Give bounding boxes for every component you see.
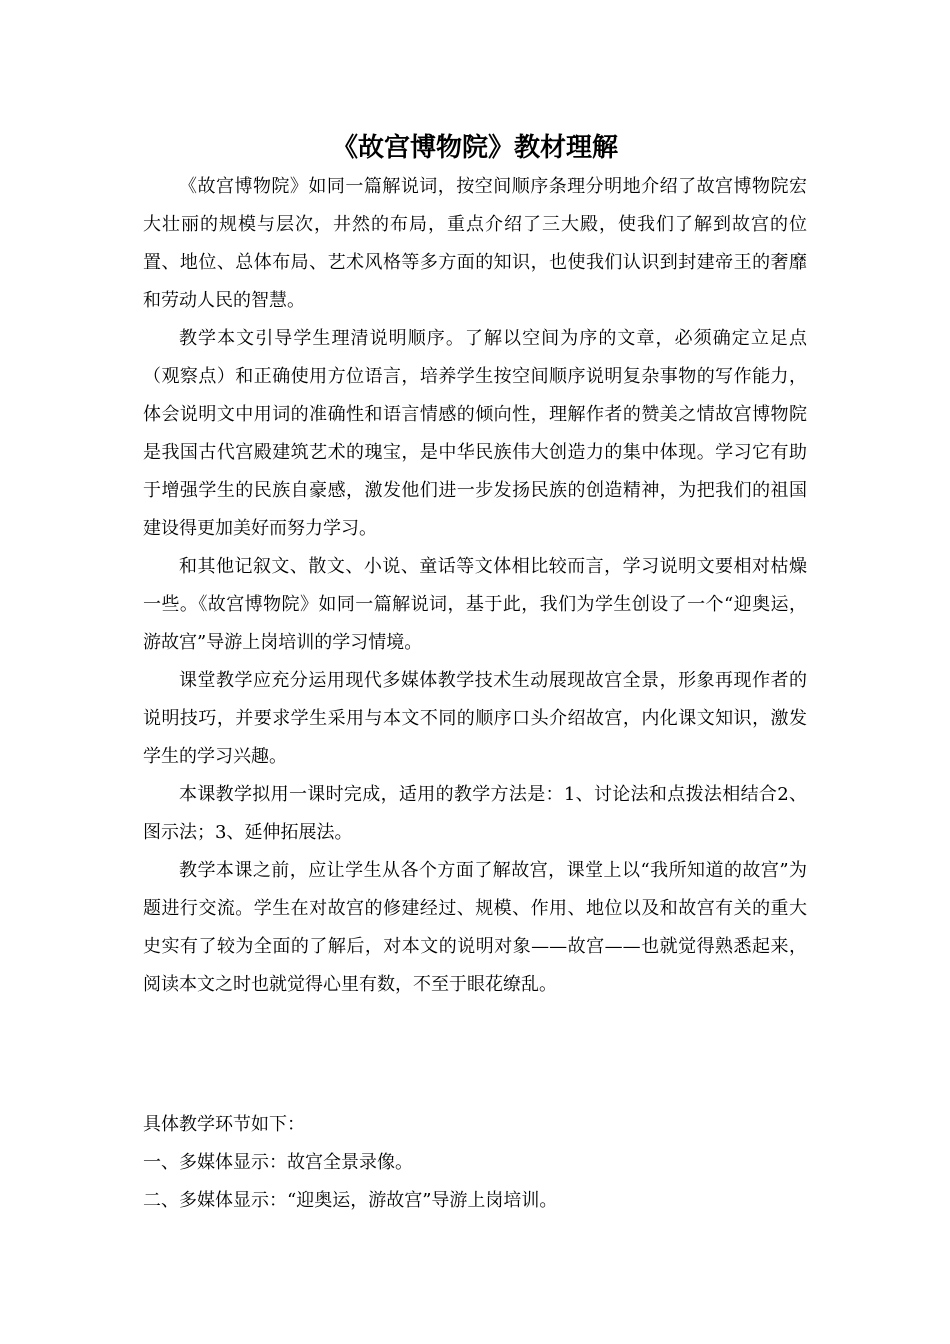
paragraph-learning-context: 和其他记叙文、散文、小说、童话等文体相比较而言，学习说明文要相对枯燥一些。《故宫博物院》如同一篇解说词，基于此，我们为学生创设了一个“迎奥运，游故宫”导游上岗培训的学习情境。 xyxy=(143,556,807,653)
step-item: 一、多媒体显示：故宫全景录像。 xyxy=(143,1152,413,1173)
document-title: 《故宫博物院》教材理解 xyxy=(331,133,618,163)
document-body xyxy=(143,168,807,1004)
paragraph-intro: 《故宫博物院》如同一篇解说词，按空间顺序条理分明地介绍了故宫博物院宏大壮丽的规模与层次，井然的布局，重点介绍了三大殿，使我们了解到故宫的位置、地位、总体布局、艺术风格等多方面的知识，也使我们认识到封建帝王的奢靡和劳动人民的智慧。 xyxy=(143,176,807,311)
paragraph-methods: 本课教学拟用一课时完成，适用的教学方法是：1、讨论法和点拨法相结合2、图示法；3、延伸拓展法。 xyxy=(143,784,807,843)
teaching-steps xyxy=(143,1106,807,1220)
steps-heading: 具体教学环节如下： xyxy=(143,1114,305,1135)
paragraph-preparation: 教学本课之前，应让学生从各个方面了解故宫，课堂上以“我所知道的故宫”为题进行交流。学生在对故宫的修建经过、规模、作用、地位以及和故宫有关的重大史实有了较为全面的了解后，对本文的说明对象——故宫——也就觉得熟悉起来，阅读本文之时也就觉得心里有数，不至于眼花缭乱。 xyxy=(143,860,807,995)
paragraph-multimedia: 课堂教学应充分运用现代多媒体教学技术生动展现故宫全景，形象再现作者的说明技巧，并要求学生采用与本文不同的顺序口头介绍故宫，内化课文知识，激发学生的学习兴趣。 xyxy=(143,670,807,767)
paragraph-teaching-goal: 教学本文引导学生理清说明顺序。了解以空间为序的文章，必须确定立足点（观察点）和正确使用方位语言，培养学生按空间顺序说明复杂事物的写作能力，体会说明文中用词的准确性和语言情感的倾向性，理解作者的赞美之情故宫博物院是我国古代宫殿建筑艺术的瑰宝，是中华民族伟大创造力的集中体现。学习它有助于增强学生的民族自豪感，激发他们进一步发扬民族的创造精神，为把我们的祖国建设得更加美好而努力学习。 xyxy=(143,328,807,539)
step-item: 二、多媒体显示：“迎奥运，游故宫”导游上岗培训。 xyxy=(143,1190,558,1211)
